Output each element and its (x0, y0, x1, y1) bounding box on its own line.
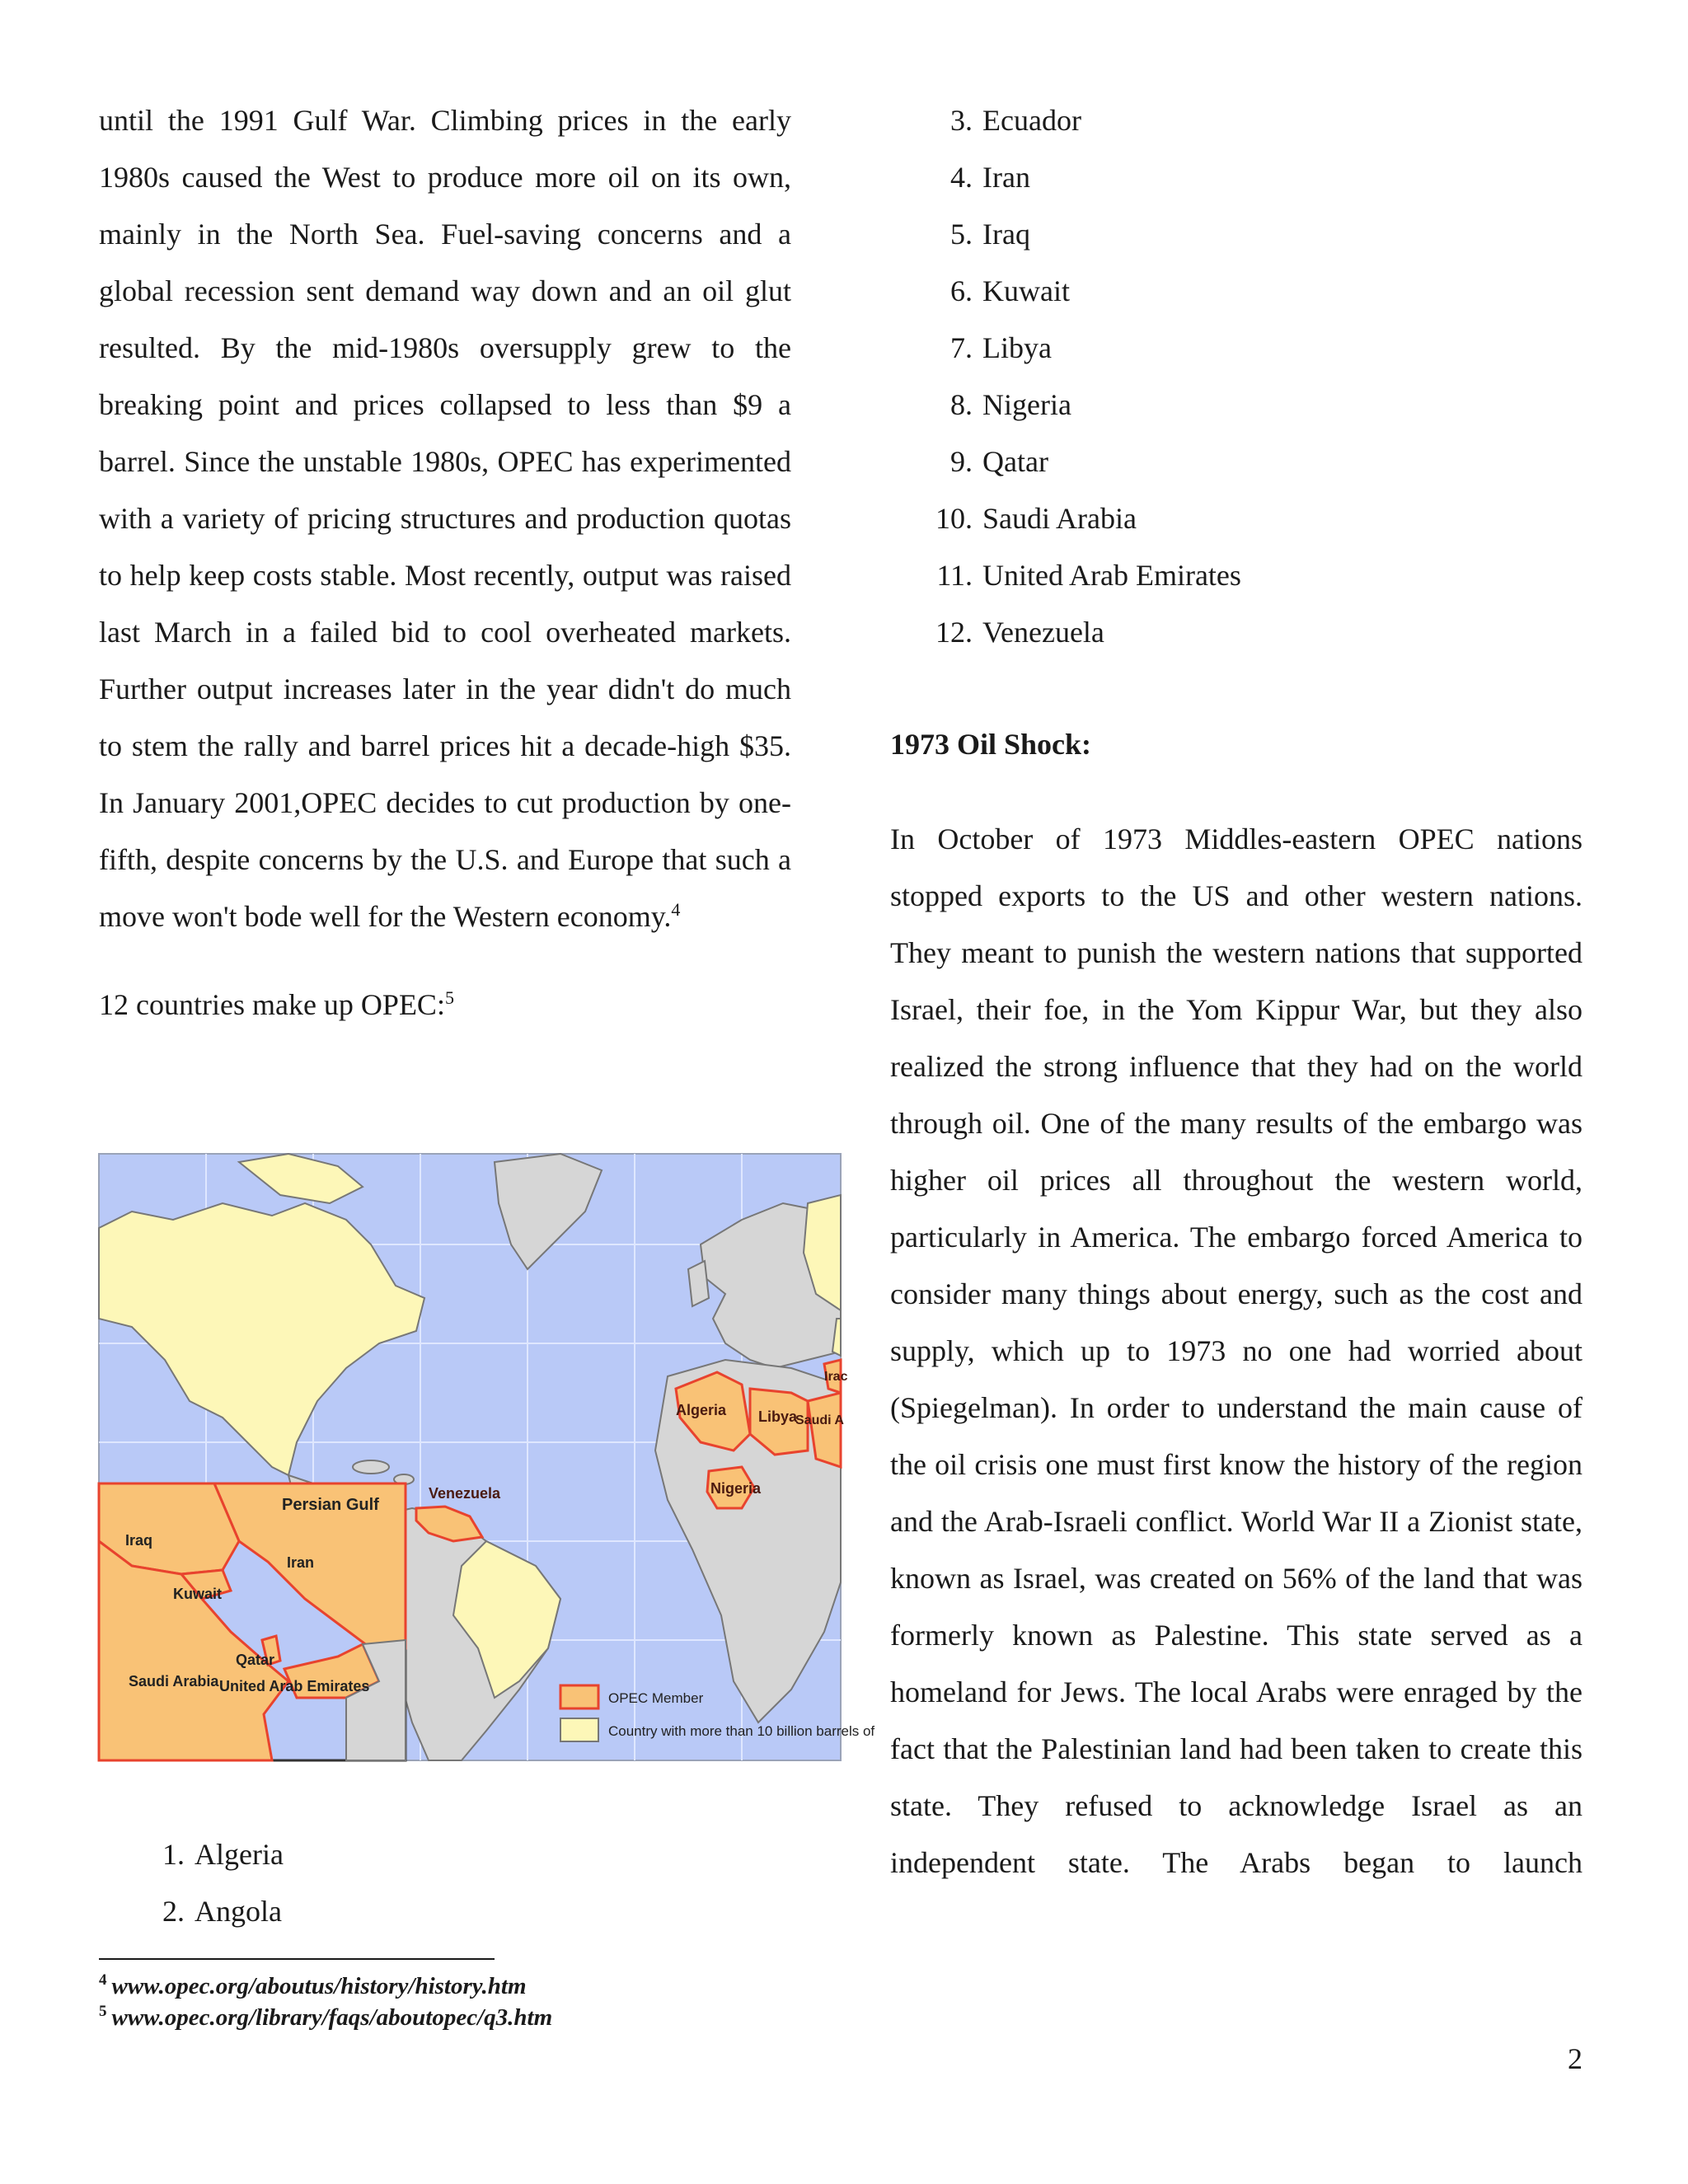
footnote-4 (99, 1971, 527, 2001)
list-item-number: 6. (950, 274, 973, 307)
inset-label-persian-gulf: Persian Gulf (282, 1496, 379, 1514)
list-item-label: United Arab Emirates (982, 559, 1241, 592)
list-item (931, 320, 1582, 377)
list-item-number: 2. (162, 1895, 185, 1928)
inset-label-qatar: Qatar (236, 1652, 275, 1668)
opec-world-map (99, 1154, 875, 1760)
list-item (931, 149, 1582, 206)
list-item (931, 490, 1582, 547)
list-item (931, 206, 1582, 263)
history-paragraph-text: until the 1991 Gulf War. Climbing prices in the early 1980s caused the West to produce more oil on its own, mainly in the North Sea. Fuel-saving concerns and a global recession sent demand way down and an oil glut resulted. By the mid-1980s oversupply grew to the breaking point and prices collapsed to less than $9 a barrel. Since the unstable 1980s, OPEC has experimented with a variety of pricing structures and production quotas to help keep costs stable. Most recently, output was raised last March in a failed bid to cool overheated markets. Further output increases later in the year didn't do much to stem the rally and barrel prices hit a decade-high $35. In January 2001,OPEC decides to cut production by one-fifth, despite concerns by the U.S. and Europe that such a move won't bode well for the Western economy. (99, 104, 791, 933)
list-item-number: 3. (950, 104, 973, 137)
list-item (931, 604, 1582, 661)
legend-reserves-label: Country with more than 10 billion barrels of (608, 1723, 875, 1739)
opec-list-left (148, 1826, 643, 1940)
list-item-number: 7. (950, 331, 973, 364)
legend-reserves-swatch (560, 1718, 598, 1741)
page-number: 2 (1568, 2042, 1582, 2075)
list-item-number: 10. (935, 502, 973, 535)
countries-intro-text: 12 countries make up OPEC: (99, 988, 445, 1021)
list-item-label: Libya (982, 331, 1052, 364)
list-item (148, 1826, 643, 1883)
oil-shock-paragraph: In October of 1973 Middles-eastern OPEC nations stopped exports to the US and other western nations. They meant to punish the western nations that supported Israel, their foe, in the Yom Kippur War, but they also realized the strong influence that they had on the world through oil. One of the many results of the embargo was higher oil prices all throughout the western world, particularly in America. The embargo forced America to consider many things about energy, such as the cost and supply, which up to 1973 no one had worried about (Spiegelman). In order to understand the main cause of the oil crisis one must first know the history of the region and the Arab-Israeli conflict. World War II a Zionist state, known as Israel, was created on 56% of the land that was formerly known as Palestine. This state served as a homeland for Jews. The local Arabs were enraged by the fact that the Palestinian land had been taken to create this state. They refused to acknowledge Israel as an independent state. The Arabs began to launch (890, 823, 1582, 1879)
map-svg (99, 1154, 875, 1760)
list-item-label: Nigeria (982, 388, 1071, 421)
list-item-label: Iran (982, 161, 1030, 194)
list-item-label: Algeria (195, 1838, 284, 1871)
list-item (148, 1883, 643, 1940)
footnote-ref-4: 4 (671, 899, 681, 920)
inset-label-kuwait: Kuwait (173, 1586, 223, 1602)
label-algeria: Algeria (676, 1402, 727, 1418)
list-item-number: 9. (950, 445, 973, 478)
list-item-number: 8. (950, 388, 973, 421)
opec-list-right (890, 92, 1582, 661)
left-column (99, 92, 791, 1033)
list-item (931, 547, 1582, 604)
history-paragraph (99, 92, 791, 945)
inset-label-iran: Iran (287, 1554, 315, 1571)
inset-label-saudi-arabia: Saudi Arabia (129, 1673, 219, 1690)
list-item-number: 5. (950, 218, 973, 251)
legend-opec-label: OPEC Member (608, 1690, 704, 1706)
label-saudi: Saudi A (795, 1413, 844, 1427)
persian-gulf-inset (99, 1483, 406, 1760)
countries-intro (99, 977, 791, 1033)
footnote-4-number: 4 (99, 1971, 107, 1990)
right-column (890, 92, 1582, 1891)
footnote-ref-5: 5 (444, 987, 454, 1008)
legend-opec-swatch (560, 1685, 598, 1708)
label-libya: Libya (758, 1408, 798, 1425)
label-nigeria: Nigeria (710, 1480, 762, 1497)
footnote-divider (99, 1958, 495, 1960)
label-venezuela: Venezuela (429, 1485, 501, 1502)
list-item (931, 434, 1582, 490)
list-item-label: Ecuador (982, 104, 1081, 137)
list-item-label: Venezuela (982, 616, 1104, 649)
list-item-number: 4. (950, 161, 973, 194)
list-item-label: Saudi Arabia (982, 502, 1137, 535)
list-item (931, 377, 1582, 434)
footnote-5 (99, 2003, 552, 2032)
list-item-number: 1. (162, 1838, 185, 1871)
list-item-number: 12. (935, 616, 973, 649)
section-heading: 1973 Oil Shock: (890, 728, 1092, 761)
list-item (931, 92, 1582, 149)
inset-label-uae: United Arab Emirates (219, 1678, 370, 1694)
list-item-label: Iraq (982, 218, 1030, 251)
list-item (931, 263, 1582, 320)
list-item-label: Kuwait (982, 274, 1070, 307)
footnote-4-link[interactable]: www.opec.org/aboutus/history/history.htm (111, 1973, 527, 1999)
list-item-label: Angola (195, 1895, 282, 1928)
list-item-number: 11. (936, 559, 973, 592)
inset-label-iraq: Iraq (125, 1532, 153, 1549)
footnote-5-number: 5 (99, 2003, 107, 2021)
uk-land (688, 1261, 709, 1306)
label-iraq-edge: Irac (824, 1370, 848, 1384)
caribbean-island-1 (353, 1460, 389, 1474)
footnote-5-link[interactable]: www.opec.org/library/faqs/aboutopec/q3.htm (111, 2004, 553, 2031)
list-item-label: Qatar (982, 445, 1048, 478)
